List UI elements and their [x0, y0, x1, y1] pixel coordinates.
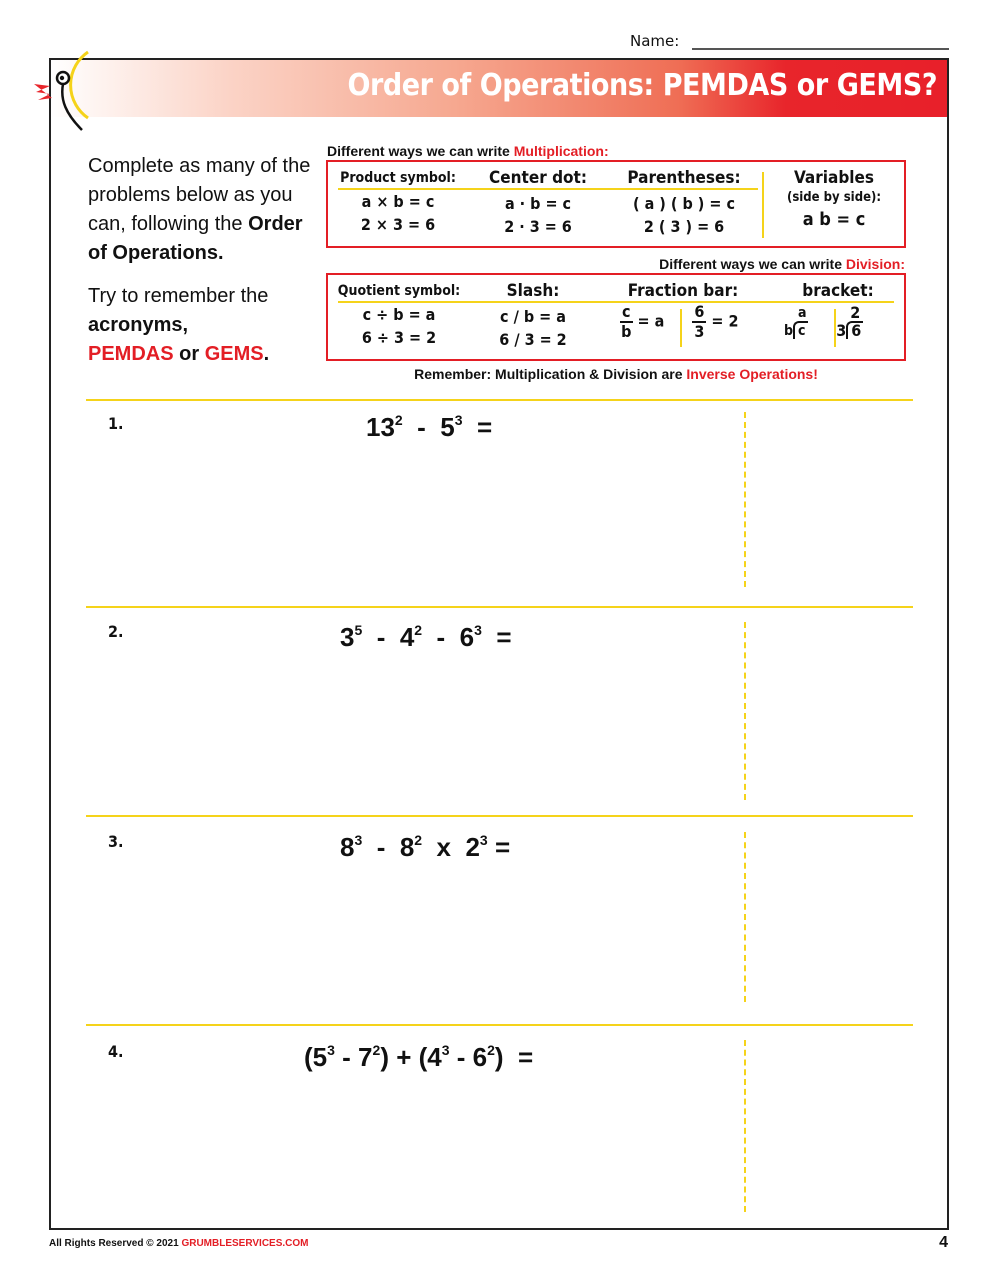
problem-divider: [86, 815, 913, 817]
mult-product-symbol: Product symbol: a × b = c 2 × 3 = 6: [340, 170, 456, 234]
title-banner: [51, 60, 947, 117]
divider: [762, 172, 764, 238]
problem-number: 2.: [108, 622, 124, 641]
problem-expression: $8^3 - 8^2$ x $2^3$ =: [340, 832, 511, 862]
mult-parentheses: Parentheses: ( a ) ( b ) = c 2 ( 3 ) = 6: [627, 168, 741, 236]
instructions-paragraph-2: Try to remember the acronyms, PEMDAS or GEMS.: [88, 285, 270, 365]
name-field-line[interactable]: [692, 48, 949, 50]
answer-column-divider: [744, 832, 746, 1002]
mult-variables: Variables (side by side): a b = c: [786, 168, 882, 230]
problem-divider: [86, 1024, 913, 1026]
multiplication-box: [326, 160, 906, 248]
div-fraction-bar: Fraction bar: $\frac{c}{b}$ = a $\frac{6}{3}$ = 2: [621, 281, 739, 341]
problem-number: 3.: [108, 832, 124, 851]
problem-expression: $3^5 - 4^2 - 6^3$ =: [340, 622, 512, 652]
problem-number: 1.: [108, 414, 124, 433]
answer-column-divider: [744, 622, 746, 800]
instructions-paragraph-1: Complete as many of the problems below as you can, following the Order of Operations.: [88, 155, 311, 264]
page-number: 4: [939, 1234, 948, 1251]
fraction-c-over-b: $\frac{c}{b}$: [621, 302, 632, 341]
acronym-pemdas: PEMDAS: [88, 343, 174, 365]
multiplication-caption: Different ways we can write Multiplication:: [327, 143, 609, 159]
long-division-3-6: 2 3 6: [836, 303, 862, 340]
emphasis-order-of-operations: Order of Operations.: [88, 213, 303, 264]
instructions: [88, 152, 323, 383]
fraction-6-over-3: $\frac{6}{3}$: [694, 302, 705, 341]
div-quotient-symbol: Quotient symbol: c ÷ b = a 6 ÷ 3 = 2: [337, 283, 461, 347]
problem-number: 4.: [108, 1042, 124, 1061]
division-box: [326, 273, 906, 361]
problem-expression: $(5^3 - 7^2) + (4^3 - 6^2)$ =: [304, 1042, 534, 1072]
problem-divider: [86, 399, 913, 401]
site-link[interactable]: GRUMBLESERVICES.COM: [181, 1238, 309, 1249]
mascot-logo-icon: [30, 48, 100, 134]
answer-column-divider: [744, 1040, 746, 1212]
problem-expression: $13^2 - 5^3$ =: [366, 412, 493, 442]
mult-center-dot: Center dot: a · b = c 2 · 3 = 6: [489, 168, 587, 236]
answer-column-divider: [744, 412, 746, 587]
div-bracket: bracket: a b c 2 3 6: [784, 281, 874, 340]
division-caption: Different ways we can write Division:: [659, 256, 905, 272]
page-title: Order of Operations: PEMDAS or GEMS?: [347, 68, 937, 103]
acronym-gems: GEMS: [204, 343, 264, 365]
problem-divider: [86, 606, 913, 608]
div-slash: Slash: c / b = a 6 / 3 = 2: [499, 281, 567, 349]
name-label: Name:: [630, 32, 680, 50]
long-division-b-c: a b c: [784, 305, 807, 339]
inverse-operations-note: Remember: Multiplication & Division are Inverse Operations!: [414, 366, 818, 382]
copyright-footer: All Rights Reserved © 2021 GRUMBLESERVICES.COM: [49, 1238, 309, 1249]
